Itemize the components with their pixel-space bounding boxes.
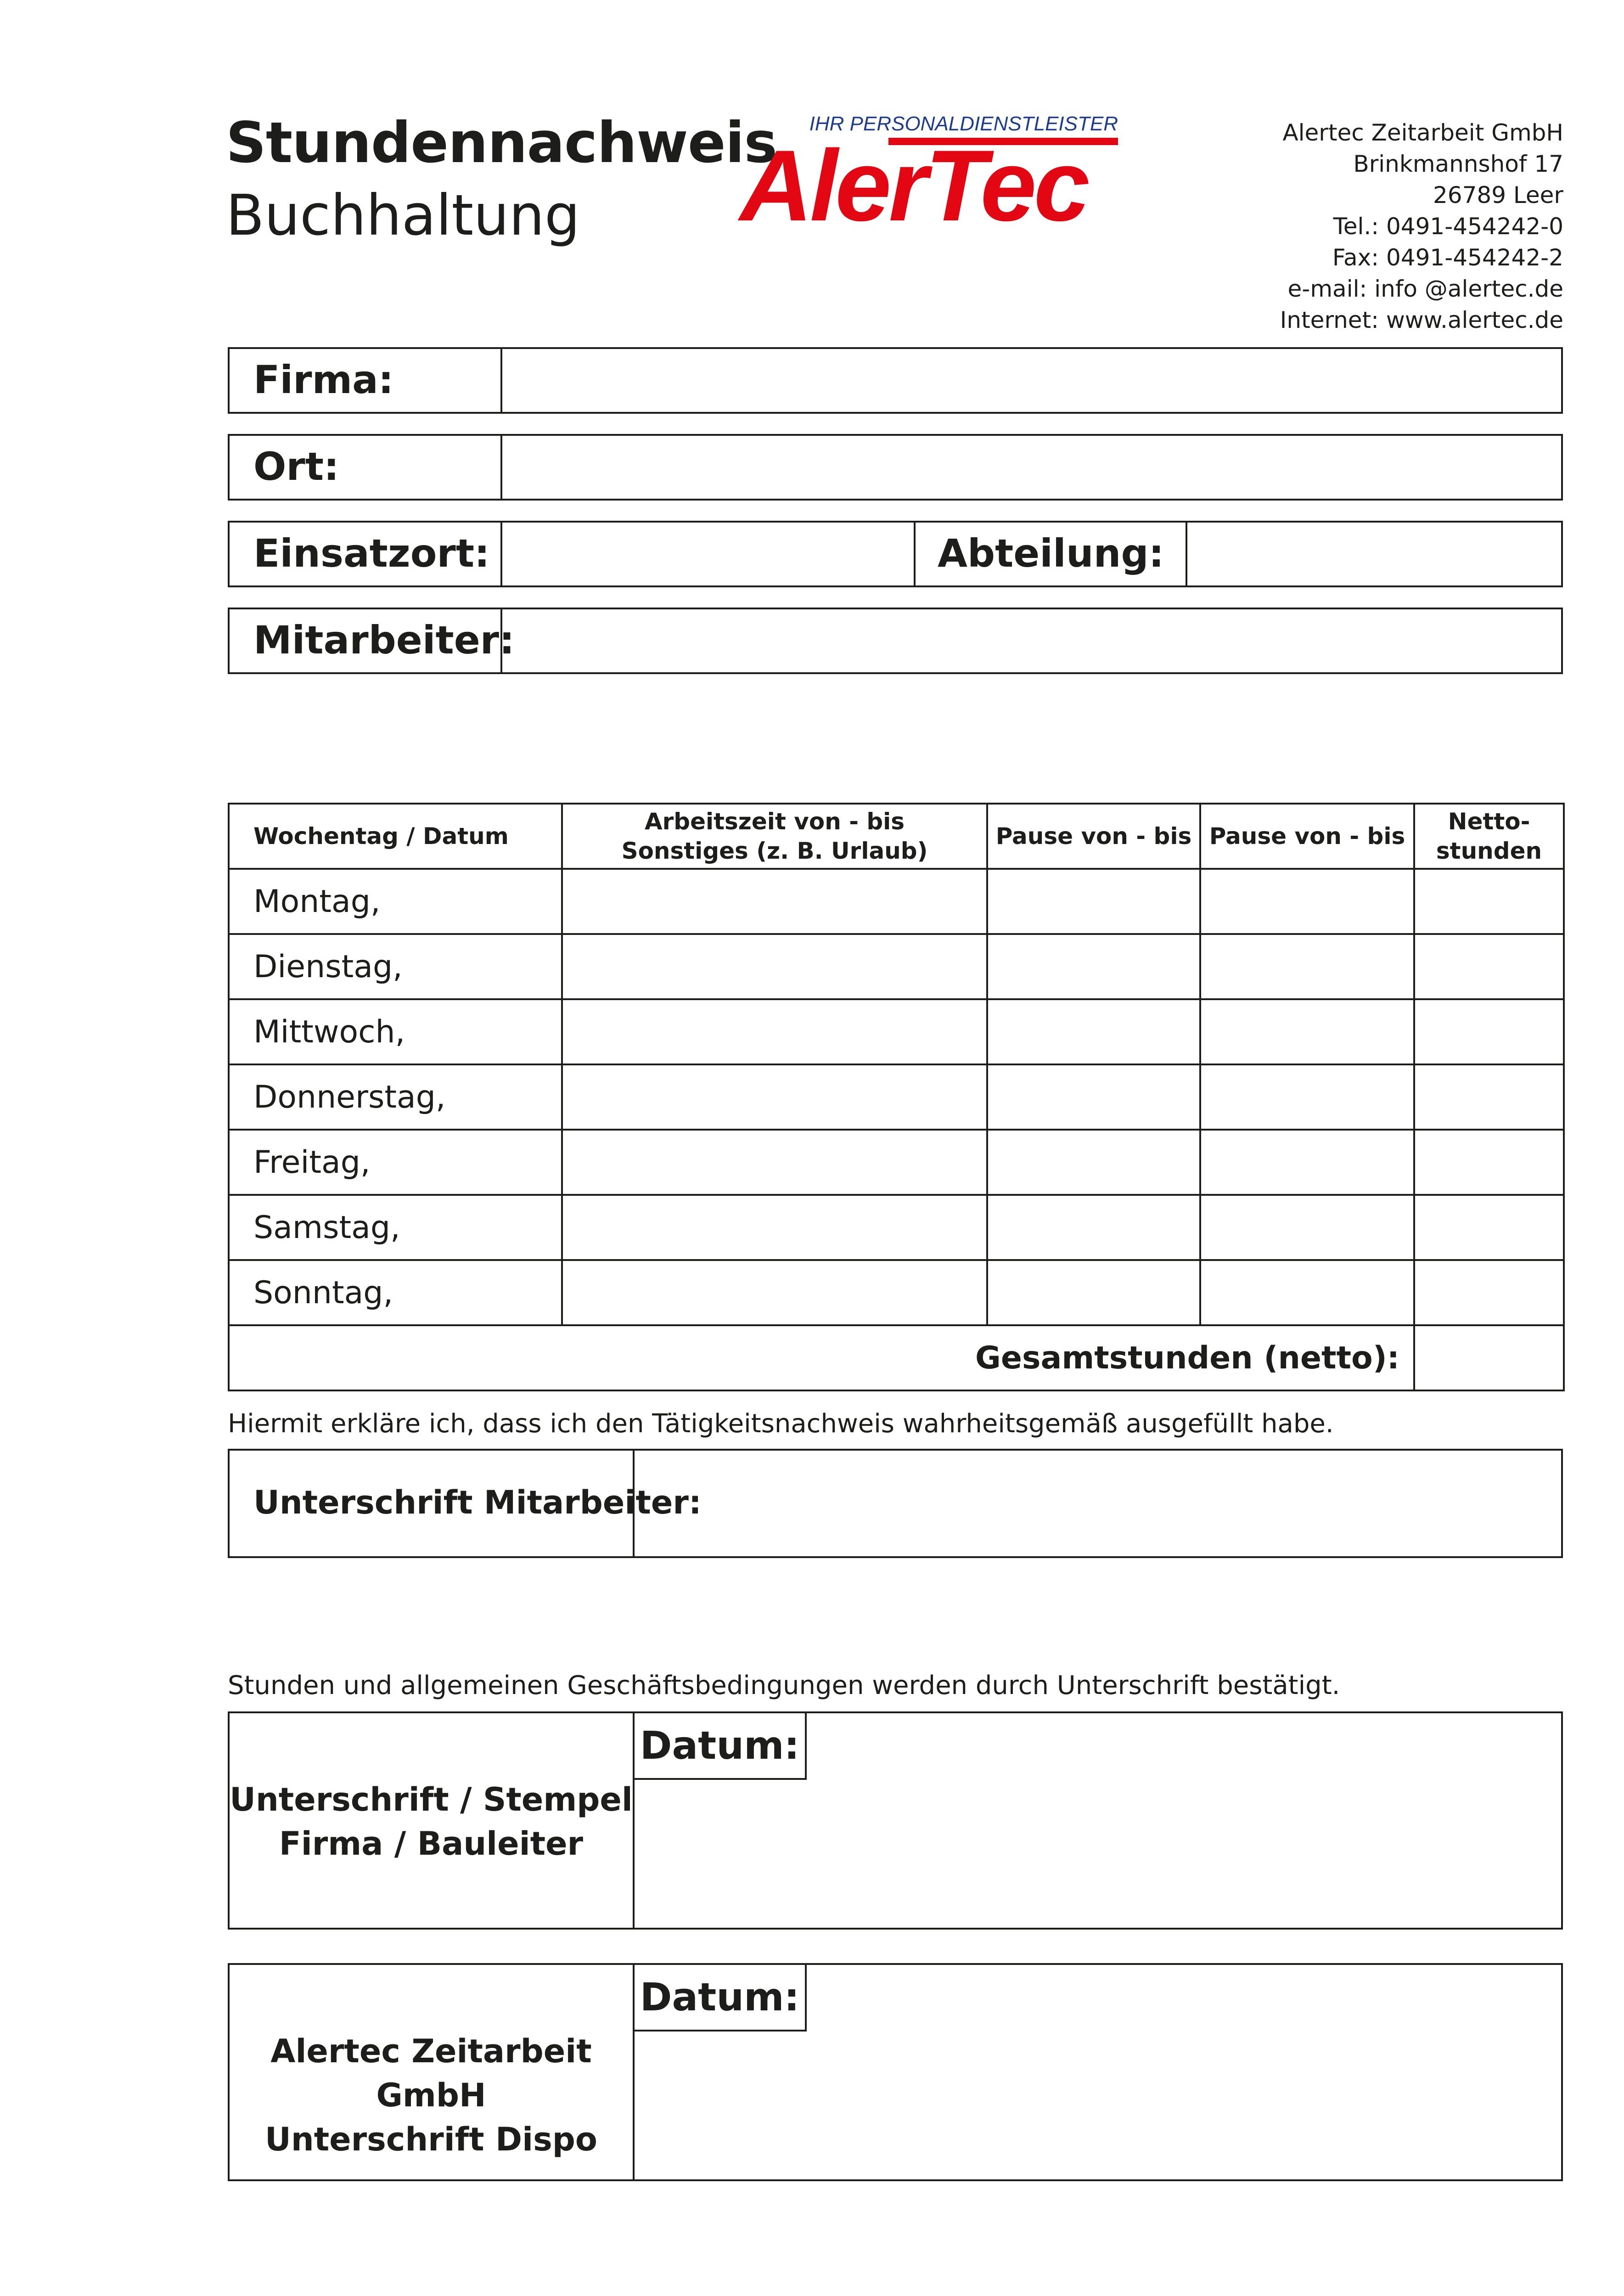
address-line: 26789 Leer	[1433, 182, 1563, 208]
col-header-worktime-line2: Sonstiges (z. B. Urlaub)	[621, 838, 928, 864]
day-label: Samstag,	[229, 1195, 562, 1260]
einsatzort-field[interactable]	[502, 523, 914, 585]
signature-company-line2: Firma / Bauleiter	[279, 1825, 584, 1863]
net-hours-cell[interactable]	[1414, 999, 1564, 1064]
logo-tagline: IHR PERSONALDIENSTLEISTER	[809, 114, 1118, 135]
col-header-net-line2: stunden	[1436, 838, 1542, 864]
total-row	[229, 1325, 1564, 1390]
address-line: Fax: 0491-454242-2	[1332, 244, 1563, 271]
col-header-net-hours	[1414, 804, 1564, 869]
table-row	[229, 869, 1564, 934]
ort-row	[228, 434, 1563, 501]
pause-cell[interactable]	[1200, 999, 1414, 1064]
signature-company-label	[230, 1778, 633, 1866]
page-subtitle: Buchhaltung	[226, 183, 580, 248]
firma-field[interactable]	[502, 349, 1561, 412]
total-hours-label: Gesamtstunden (netto):	[229, 1325, 1414, 1390]
col-header-weekday: Wochentag / Datum	[229, 804, 562, 869]
signature-company-box	[228, 1711, 1563, 1930]
logo-wordmark: AlerTec	[740, 129, 1087, 229]
divider	[914, 523, 916, 585]
day-label: Montag,	[229, 869, 562, 934]
mitarbeiter-field[interactable]	[502, 609, 1561, 672]
firma-label: Firma:	[253, 357, 394, 402]
signature-company-line1: Unterschrift / Stempel	[230, 1781, 633, 1818]
address-line: Internet: www.alertec.de	[1280, 307, 1563, 333]
day-label: Dienstag,	[229, 934, 562, 999]
net-hours-cell[interactable]	[1414, 869, 1564, 934]
page-title: Stundennachweis	[226, 110, 777, 175]
table-row	[229, 1195, 1564, 1260]
total-hours-cell[interactable]	[1414, 1325, 1564, 1390]
signature-company-field[interactable]	[635, 1713, 1561, 1928]
worktime-cell[interactable]	[562, 1064, 987, 1130]
declaration-text: Hiermit erkläre ich, dass ich den Tätigkeitsnachweis wahrheitsgemäß ausgefüllt habe.	[228, 1409, 1334, 1439]
worktime-cell[interactable]	[562, 1260, 987, 1325]
pause-cell[interactable]	[1200, 1064, 1414, 1130]
signature-employee-label: Unterschrift Mitarbeiter:	[253, 1484, 702, 1521]
pause-cell[interactable]	[1200, 1260, 1414, 1325]
address-line: e-mail: info @alertec.de	[1287, 276, 1563, 302]
net-hours-cell[interactable]	[1414, 1130, 1564, 1195]
net-hours-cell[interactable]	[1414, 1195, 1564, 1260]
worktime-cell[interactable]	[562, 1195, 987, 1260]
col-header-worktime	[562, 804, 987, 869]
table-row	[229, 1064, 1564, 1130]
worktime-cell[interactable]	[562, 999, 987, 1064]
signature-dispo-label	[230, 2029, 633, 2161]
col-header-pause-1: Pause von - bis	[987, 804, 1200, 869]
pause-cell[interactable]	[987, 1260, 1200, 1325]
worktime-cell[interactable]	[562, 934, 987, 999]
signature-employee-field[interactable]	[635, 1451, 1561, 1556]
hours-table	[228, 803, 1565, 1391]
signature-employee-row	[228, 1449, 1563, 1558]
table-row	[229, 1260, 1564, 1325]
table-row	[229, 934, 1564, 999]
address-line: Tel.: 0491-454242-0	[1333, 213, 1563, 240]
alertec-logo	[737, 114, 1125, 229]
col-header-net-line1: Netto-	[1448, 808, 1530, 835]
pause-cell[interactable]	[1200, 934, 1414, 999]
signature-dispo-box	[228, 1963, 1563, 2181]
pause-cell[interactable]	[1200, 1130, 1414, 1195]
day-label: Sonntag,	[229, 1260, 562, 1325]
confirmation-text: Stunden und allgemeinen Geschäftsbedingungen werden durch Unterschrift bestätigt.	[228, 1671, 1340, 1700]
pause-cell[interactable]	[987, 999, 1200, 1064]
worktime-cell[interactable]	[562, 1130, 987, 1195]
datum-label: Datum:	[635, 1713, 807, 1780]
ort-label: Ort:	[253, 444, 339, 489]
address-line: Alertec Zeitarbeit GmbH	[1282, 119, 1563, 146]
firma-row	[228, 347, 1563, 414]
mitarbeiter-row	[228, 608, 1563, 674]
pause-cell[interactable]	[987, 1195, 1200, 1260]
table-row	[229, 999, 1564, 1064]
signature-dispo-field[interactable]	[635, 1965, 1561, 2179]
pause-cell[interactable]	[987, 1130, 1200, 1195]
net-hours-cell[interactable]	[1414, 1260, 1564, 1325]
abteilung-label: Abteilung:	[938, 531, 1164, 576]
col-header-pause-2: Pause von - bis	[1200, 804, 1414, 869]
signature-dispo-line2: Unterschrift Dispo	[265, 2121, 597, 2158]
pause-cell[interactable]	[1200, 1195, 1414, 1260]
day-label: Mittwoch,	[229, 999, 562, 1064]
table-header-row	[229, 804, 1564, 869]
einsatzort-row	[228, 521, 1563, 587]
signature-dispo-line1: Alertec Zeitarbeit GmbH	[270, 2032, 592, 2114]
einsatzort-label: Einsatzort:	[253, 531, 490, 576]
day-label: Freitag,	[229, 1130, 562, 1195]
day-label: Donnerstag,	[229, 1064, 562, 1130]
table-row	[229, 1130, 1564, 1195]
worktime-cell[interactable]	[562, 869, 987, 934]
pause-cell[interactable]	[987, 934, 1200, 999]
pause-cell[interactable]	[987, 869, 1200, 934]
datum-label: Datum:	[635, 1965, 807, 2032]
pause-cell[interactable]	[987, 1064, 1200, 1130]
company-address	[1280, 117, 1563, 336]
col-header-worktime-line1: Arbeitszeit von - bis	[644, 808, 905, 835]
abteilung-field[interactable]	[1187, 523, 1561, 585]
pause-cell[interactable]	[1200, 869, 1414, 934]
ort-field[interactable]	[502, 436, 1561, 499]
address-line: Brinkmannshof 17	[1353, 151, 1563, 177]
net-hours-cell[interactable]	[1414, 1064, 1564, 1130]
net-hours-cell[interactable]	[1414, 934, 1564, 999]
mitarbeiter-label: Mitarbeiter:	[253, 618, 515, 663]
